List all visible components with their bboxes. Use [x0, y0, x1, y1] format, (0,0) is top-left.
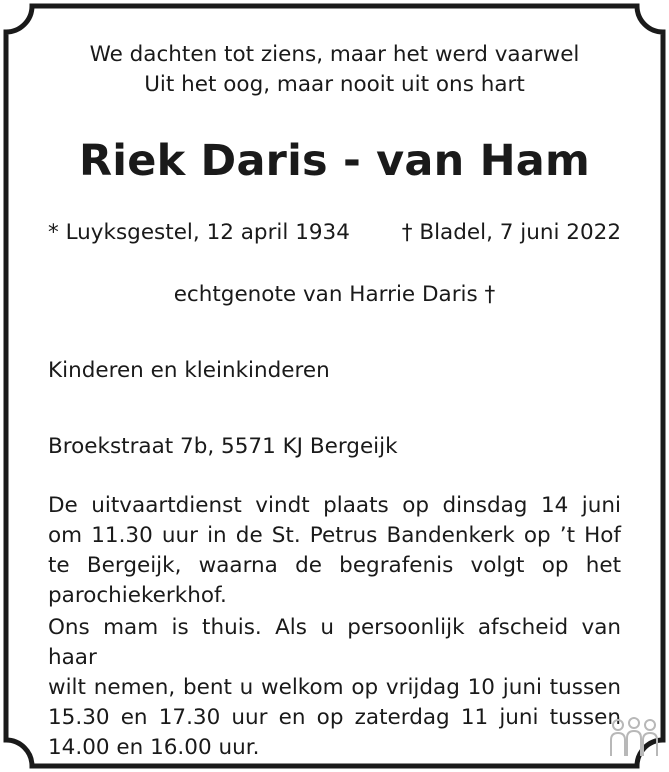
deceased-name: Riek Daris - van Ham	[78, 136, 591, 186]
paragraph-line: te Bergeijk, waarna de begrafenis volgt op het	[48, 553, 621, 578]
paragraph-line: De uitvaartdienst vindt plaats op dinsdag 14 juni	[48, 493, 621, 518]
birth-info: * Luyksgestel, 12 april 1934	[48, 220, 350, 245]
paragraph-line: om 11.30 uur in de St. Petrus Bandenkerk op ’t Hof	[48, 523, 621, 548]
paragraph-line: wilt nemen, bent u welkom op vrijdag 10 juni tussen	[48, 675, 621, 700]
poem-line: We dachten tot ziens, maar het werd vaarwel	[89, 42, 580, 67]
spouse-info: echtgenote van Harrie Daris †	[173, 282, 496, 307]
poem	[0, 40, 669, 100]
death-info: † Bladel, 7 juni 2022	[401, 220, 621, 245]
paragraph-line: parochiekerkhof.	[48, 583, 227, 608]
paragraph-line: 15.30 en 17.30 uur en op zaterdag 11 juni tussen	[48, 705, 621, 730]
paragraph-line: Ons mam is thuis. Als u persoonlijk afscheid van haar	[48, 615, 621, 670]
family-mention: Kinderen en kleinkinderen	[48, 358, 330, 383]
funeral-paragraph	[48, 491, 621, 611]
farewell-paragraph	[48, 613, 621, 763]
people-group-icon	[608, 716, 660, 760]
poem-line: Uit het oog, maar nooit uit ons hart	[144, 72, 525, 97]
address: Broekstraat 7b, 5571 KJ Bergeijk	[48, 434, 398, 459]
paragraph-line: 14.00 en 16.00 uur.	[48, 735, 260, 760]
